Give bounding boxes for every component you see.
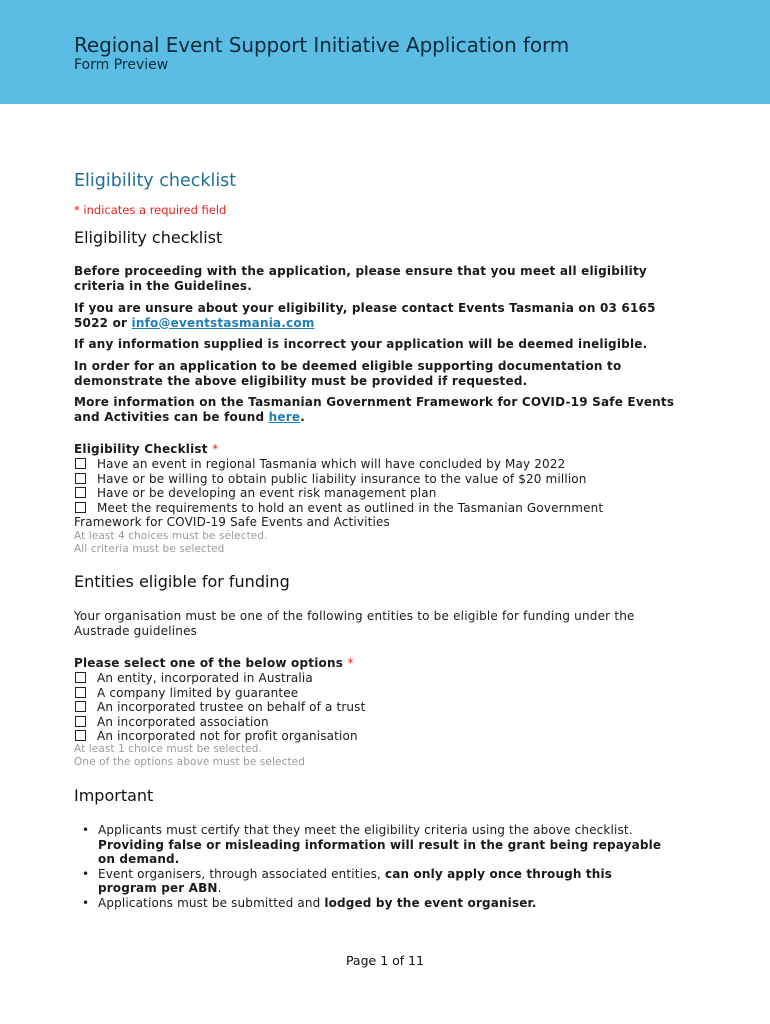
hint-min-choices: At least 4 choices must be selected. bbox=[74, 530, 268, 542]
checkbox-label: Have or be developing an event risk management plan bbox=[97, 486, 437, 500]
checkbox-label: A company limited by guarantee bbox=[97, 685, 299, 700]
checkbox-label: Have or be willing to obtain public liability insurance to the value of $20 million bbox=[97, 471, 587, 486]
checkbox-label: An incorporated not for profit organisation bbox=[97, 729, 358, 743]
paragraph-incorrect-info: If any information supplied is incorrect your application will be deemed ineligible. bbox=[74, 337, 648, 351]
hint-min-choice: At least 1 choice must be selected. bbox=[74, 743, 262, 755]
checkbox-label: An entity, incorporated in Australia bbox=[97, 671, 313, 685]
checkbox[interactable] bbox=[75, 458, 86, 469]
subheading-important: Important bbox=[74, 786, 154, 805]
header-banner bbox=[0, 0, 770, 104]
checkbox-option[interactable] bbox=[74, 457, 654, 472]
bullet-icon: • bbox=[82, 823, 90, 837]
hint-one-option: One of the options above must be selected bbox=[74, 756, 305, 768]
checkbox[interactable] bbox=[75, 701, 86, 712]
hint-all-criteria: All criteria must be selected bbox=[74, 543, 225, 555]
checkbox-option[interactable] bbox=[74, 715, 654, 730]
paragraph-covid-framework bbox=[74, 395, 694, 424]
bullet-icon: • bbox=[82, 866, 90, 881]
checkbox[interactable] bbox=[75, 502, 86, 513]
page-number: Page 1 of 11 bbox=[345, 953, 425, 968]
entity-select-label bbox=[74, 656, 354, 670]
subheading-entities: Entities eligible for funding bbox=[74, 572, 290, 591]
checkbox-option[interactable] bbox=[74, 486, 654, 501]
checkbox[interactable] bbox=[75, 716, 86, 727]
paragraph-documentation: In order for an application to be deemed eligible supporting documentation to demonstrate the above eligibility must be provided if requested. bbox=[74, 359, 622, 388]
required-asterisk: * bbox=[347, 656, 354, 670]
covid-text-end: . bbox=[300, 409, 305, 424]
form-subtitle: Form Preview bbox=[74, 57, 169, 73]
checkbox[interactable] bbox=[75, 687, 86, 698]
checkbox-option[interactable] bbox=[74, 472, 654, 487]
form-title: Regional Event Support Initiative Application form bbox=[74, 33, 570, 57]
bullet-icon: • bbox=[82, 895, 90, 910]
checkbox-option[interactable] bbox=[74, 700, 654, 715]
checkbox[interactable] bbox=[75, 730, 86, 741]
paragraph-entities-intro: Your organisation must be one of the following entities to be eligible for funding under the Austrade guidelines bbox=[74, 609, 635, 638]
paragraph-guidelines: Before proceeding with the application, please ensure that you meet all eligibility criteria in the Guidelines. bbox=[74, 264, 647, 293]
important-list bbox=[74, 823, 674, 911]
bullet-bold-text: Providing false or misleading information will result in the grant being repayable on demand. bbox=[98, 837, 662, 867]
bullet-end: . bbox=[217, 881, 222, 896]
contact-text: If you are unsure about your eligibility, please contact Events Tasmania on 03 6165 5022 or bbox=[74, 301, 656, 330]
select-label-text: Please select one of the below options bbox=[74, 656, 344, 670]
bullet-bold-text: lodged by the event organiser. bbox=[324, 895, 537, 910]
checkbox-label: Meet the requirements to hold an event as outlined in the Tasmanian Government Framework for COVID-19 Safe Events and Activities bbox=[74, 500, 604, 530]
checkbox-label: An incorporated association bbox=[97, 714, 269, 729]
subheading-eligibility: Eligibility checklist bbox=[74, 228, 223, 247]
covid-text: More information on the Tasmanian Government Framework for COVID-19 Safe Events and Activities can be found bbox=[74, 395, 675, 424]
here-link[interactable]: here bbox=[268, 409, 301, 424]
checklist-label-text: Eligibility Checklist bbox=[74, 442, 208, 456]
email-link[interactable]: info@eventstasmania.com bbox=[131, 315, 315, 330]
required-field-note: * indicates a required field bbox=[74, 203, 227, 217]
list-item bbox=[74, 896, 674, 911]
checkbox-label: Have an event in regional Tasmania which will have concluded by May 2022 bbox=[97, 457, 566, 471]
list-item bbox=[74, 867, 674, 896]
bullet-text: Applications must be submitted and bbox=[98, 895, 325, 910]
bullet-text: Event organisers, through associated entities, bbox=[98, 866, 385, 881]
paragraph-contact bbox=[74, 301, 694, 330]
list-item bbox=[74, 823, 674, 867]
eligibility-checklist-label bbox=[74, 442, 218, 456]
section-heading-eligibility: Eligibility checklist bbox=[74, 171, 237, 191]
checkbox-label: An incorporated trustee on behalf of a trust bbox=[97, 700, 366, 714]
bullet-text: Applicants must certify that they meet the eligibility criteria using the above checklist. bbox=[98, 823, 633, 837]
required-asterisk: * bbox=[212, 442, 219, 456]
bullet-bold-text: can only apply once through this program per ABN bbox=[98, 866, 613, 896]
checkbox[interactable] bbox=[75, 473, 86, 484]
checkbox-option[interactable] bbox=[74, 729, 654, 744]
checkbox[interactable] bbox=[75, 672, 86, 683]
checkbox[interactable] bbox=[75, 487, 86, 498]
checkbox-option[interactable] bbox=[74, 671, 654, 686]
checkbox-option[interactable] bbox=[74, 686, 654, 701]
checkbox-option[interactable] bbox=[74, 501, 654, 530]
